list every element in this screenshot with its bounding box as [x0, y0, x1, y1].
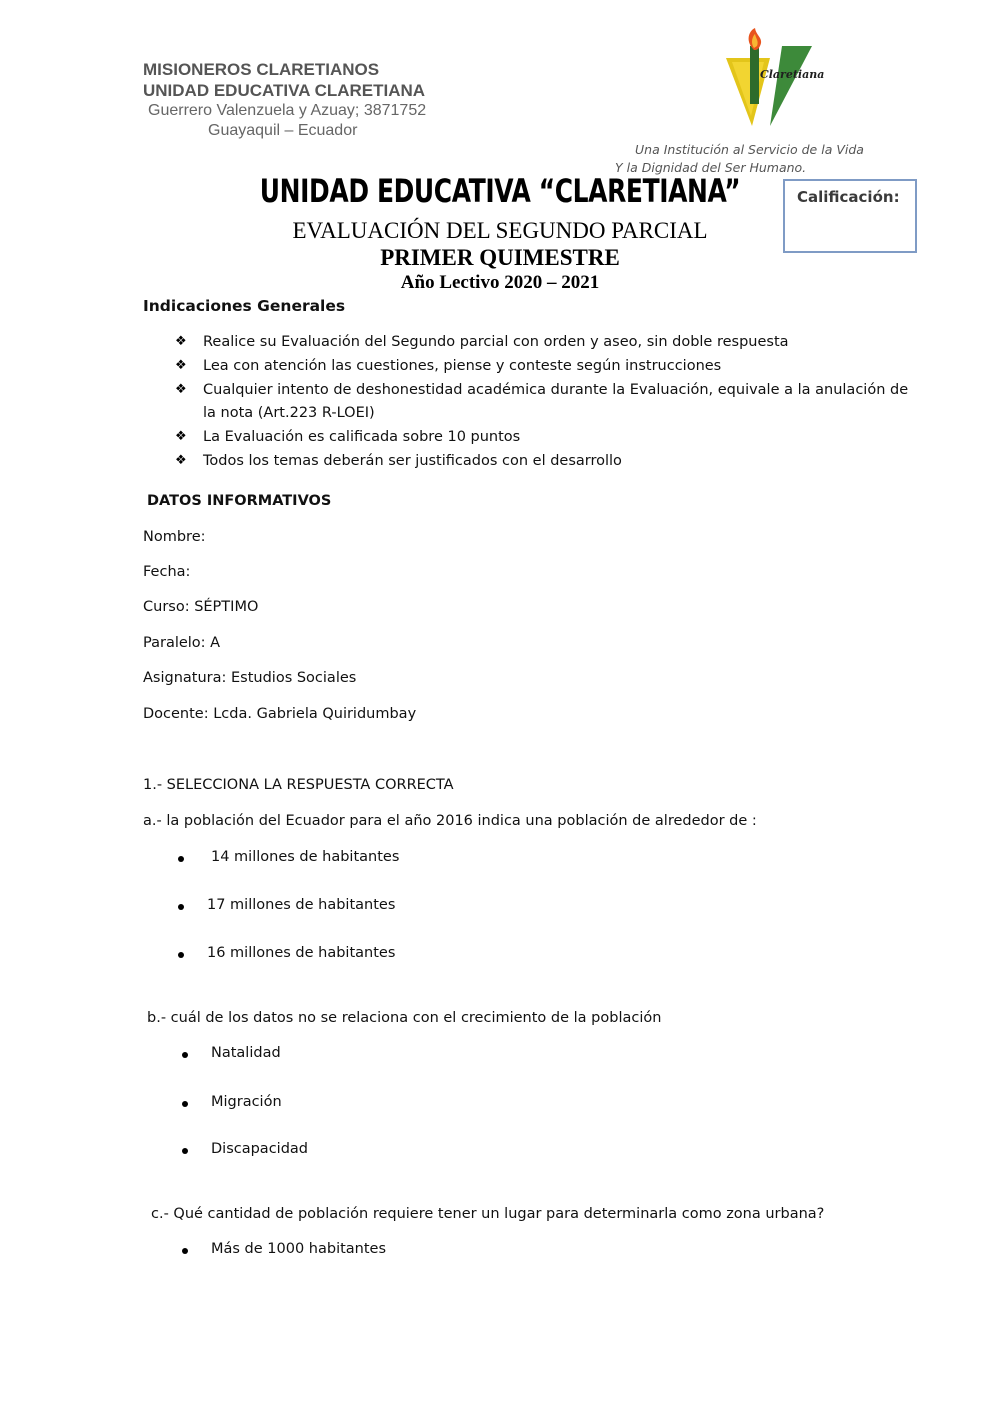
- bullet-icon: [182, 1248, 188, 1254]
- grade-label: Calificación:: [797, 188, 900, 206]
- field-subject: Asignatura: Estudios Sociales: [143, 670, 357, 686]
- bullet-icon: [178, 952, 184, 958]
- claretiana-logo: [722, 28, 830, 132]
- grade-box[interactable]: [783, 179, 917, 253]
- option-a-3[interactable]: 16 millones de habitantes: [207, 945, 396, 961]
- option-a-1[interactable]: 14 millones de habitantes: [211, 849, 400, 865]
- instruction-item-continued: la nota (Art.223 R-LOEI): [203, 405, 375, 421]
- instruction-item: La Evaluación es calificada sobre 10 puntos: [203, 429, 521, 445]
- diamond-bullet-icon: ❖: [175, 453, 187, 468]
- tagline-line-1: Una Institución al Servicio de la Vida: [635, 142, 864, 157]
- school-address: Guerrero Valenzuela y Azuay; 3871752: [148, 102, 427, 119]
- instruction-item: Cualquier intento de deshonestidad académica durante la Evaluación, equivale a la anulación de: [203, 382, 909, 398]
- exam-title: EVALUACIÓN DEL SEGUNDO PARCIAL: [292, 218, 708, 243]
- diamond-bullet-icon: ❖: [175, 334, 187, 349]
- instruction-item: Realice su Evaluación del Segundo parcial con orden y aseo, sin doble respuesta: [203, 334, 789, 350]
- diamond-bullet-icon: ❖: [175, 382, 187, 397]
- diamond-bullet-icon: ❖: [175, 429, 187, 444]
- question-c: c.- Qué cantidad de población requiere tener un lugar para determinarla como zona urbana?: [151, 1206, 825, 1222]
- instruction-item: Todos los temas deberán ser justificados con el desarrollo: [203, 453, 622, 469]
- info-title: DATOS INFORMATIVOS: [147, 493, 332, 509]
- question-b: b.- cuál de los datos no se relaciona con el crecimiento de la población: [147, 1010, 662, 1026]
- page-title: UNIDAD EDUCATIVA “CLARETIANA”: [259, 172, 741, 210]
- school-name: UNIDAD EDUCATIVA CLARETIANA: [143, 81, 426, 100]
- logo-text: Claretiana: [760, 68, 825, 81]
- option-b-1[interactable]: Natalidad: [211, 1045, 281, 1061]
- question-a: a.- la población del Ecuador para el año 2016 indica una población de alrededor de :: [143, 813, 757, 829]
- org-name: MISIONEROS CLARETIANOS: [143, 60, 380, 79]
- field-name: Nombre:: [143, 529, 206, 545]
- option-a-2[interactable]: 17 millones de habitantes: [207, 897, 396, 913]
- bullet-icon: [182, 1052, 188, 1058]
- school-year: Año Lectivo 2020 – 2021: [400, 272, 600, 293]
- option-c-1[interactable]: Más de 1000 habitantes: [211, 1241, 387, 1257]
- option-b-2[interactable]: Migración: [211, 1094, 282, 1110]
- option-b-3[interactable]: Discapacidad: [211, 1141, 308, 1157]
- field-section: Paralelo: A: [143, 635, 221, 651]
- tagline-line-2: Y la Dignidad del Ser Humano.: [615, 160, 807, 175]
- instructions-title: Indicaciones Generales: [143, 297, 346, 315]
- bullet-icon: [178, 856, 184, 862]
- diamond-bullet-icon: ❖: [175, 358, 187, 373]
- bullet-icon: [182, 1101, 188, 1107]
- bullet-icon: [182, 1148, 188, 1154]
- field-date: Fecha:: [143, 564, 191, 580]
- bullet-icon: [178, 904, 184, 910]
- field-course: Curso: SÉPTIMO: [143, 599, 259, 615]
- instruction-item: Lea con atención las cuestiones, piense y conteste según instrucciones: [203, 358, 722, 374]
- school-city: Guayaquil – Ecuador: [208, 122, 358, 139]
- section-title: 1.- SELECCIONA LA RESPUESTA CORRECTA: [143, 777, 454, 793]
- term-title: PRIMER QUIMESTRE: [380, 245, 620, 270]
- field-teacher: Docente: Lcda. Gabriela Quiridumbay: [143, 706, 417, 722]
